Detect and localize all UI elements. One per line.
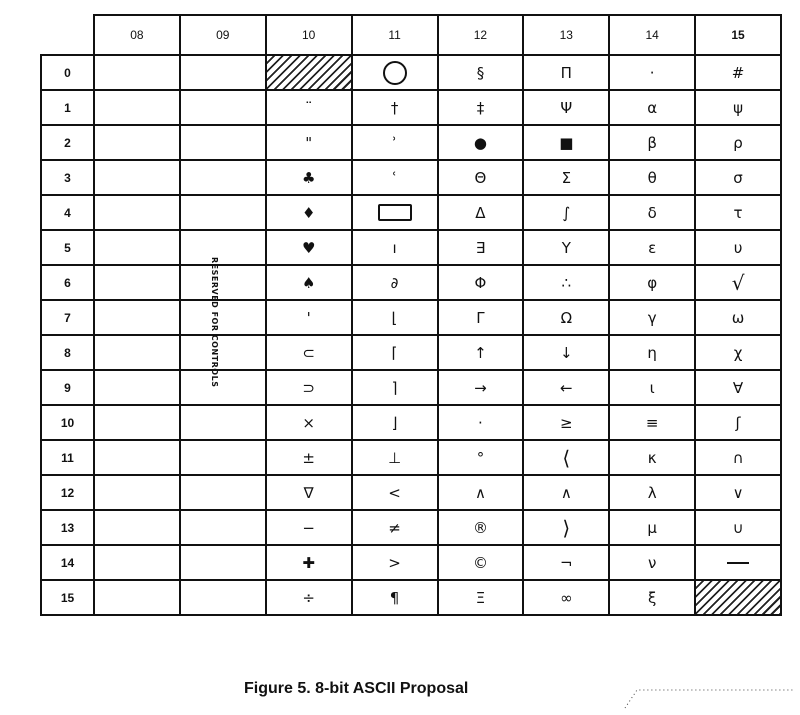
glyph: ← [560, 378, 573, 397]
code-cell-13-10 [523, 405, 609, 440]
row-header-8: 8 [41, 335, 94, 370]
glyph: Φ [474, 273, 487, 292]
glyph: ✚ [302, 553, 315, 572]
row-header-10: 10 [41, 405, 94, 440]
code-cell-08-6 [94, 265, 180, 300]
code-cell-09-1 [180, 90, 266, 125]
table-row [41, 300, 781, 335]
code-cell-08-1 [94, 90, 180, 125]
glyph: ≠ [388, 518, 401, 537]
glyph: ε [648, 238, 657, 257]
glyph: ν [647, 553, 657, 572]
glyph: ʃ [735, 413, 741, 432]
glyph: Π [560, 63, 572, 82]
glyph: # [731, 63, 745, 82]
row-header-15: 15 [41, 580, 94, 615]
code-cell-14-7 [609, 300, 695, 335]
glyph: † [390, 98, 399, 117]
glyph: ♠ [301, 273, 316, 292]
code-cell-09-4 [180, 195, 266, 230]
code-cell-14-5 [609, 230, 695, 265]
glyph: ∧ [474, 483, 486, 502]
glyph: ♦ [301, 203, 316, 222]
code-cell-09-14 [180, 545, 266, 580]
row-header-0: 0 [41, 55, 94, 90]
glyph: © [472, 553, 488, 572]
code-cell-12-12 [438, 475, 524, 510]
glyph: ± [302, 448, 315, 467]
row-header-1: 1 [41, 90, 94, 125]
code-cell-12-4 [438, 195, 524, 230]
code-cell-11-6 [352, 265, 438, 300]
code-cell-10-14 [266, 545, 352, 580]
glyph: μ [647, 518, 657, 537]
glyph: ∴ [561, 273, 572, 292]
glyph: ∀ [732, 378, 744, 397]
code-cell-15-6 [695, 265, 781, 300]
code-cell-14-6 [609, 265, 695, 300]
row-header-7: 7 [41, 300, 94, 335]
column-header-11: 11 [352, 15, 438, 55]
code-cell-14-13 [609, 510, 695, 545]
code-cell-09-9 [180, 370, 266, 405]
code-cell-08-7 [94, 300, 180, 335]
glyph: ÷ [302, 588, 315, 607]
glyph: ♣ [301, 168, 316, 187]
code-cell-09-6 [180, 265, 266, 300]
code-cell-11-13 [352, 510, 438, 545]
glyph: β [647, 133, 657, 152]
code-cell-11-11 [352, 440, 438, 475]
code-cell-13-15 [523, 580, 609, 615]
code-cell-13-9 [523, 370, 609, 405]
code-cell-10-2 [266, 125, 352, 160]
glyph: ω [731, 308, 745, 327]
code-cell-13-12 [523, 475, 609, 510]
code-cell-13-6 [523, 265, 609, 300]
code-cell-11-3 [352, 160, 438, 195]
table-row [41, 90, 781, 125]
table-row [41, 160, 781, 195]
code-cell-13-11 [523, 440, 609, 475]
code-cell-15-9 [695, 370, 781, 405]
code-cell-11-0 [352, 55, 438, 90]
code-cell-11-14 [352, 545, 438, 580]
table-row [41, 370, 781, 405]
code-cell-08-15 [94, 580, 180, 615]
code-cell-13-5 [523, 230, 609, 265]
table-row [41, 125, 781, 160]
code-cell-08-4 [94, 195, 180, 230]
table-row [41, 545, 781, 580]
code-cell-13-13 [523, 510, 609, 545]
code-cell-14-10 [609, 405, 695, 440]
code-cell-13-8 [523, 335, 609, 370]
glyph: ⌋ [391, 413, 398, 432]
code-cell-14-12 [609, 475, 695, 510]
code-cell-12-0 [438, 55, 524, 90]
code-cell-10-6 [266, 265, 352, 300]
glyph: ↑ [474, 343, 487, 362]
glyph: ι [649, 378, 655, 397]
column-header-14: 14 [609, 15, 695, 55]
code-cell-13-14 [523, 545, 609, 580]
code-cell-09-15 [180, 580, 266, 615]
column-header-15: 15 [695, 15, 781, 55]
glyph: ⌈ [391, 343, 398, 362]
code-cell-12-2 [438, 125, 524, 160]
row-header-14: 14 [41, 545, 94, 580]
glyph: − [302, 518, 315, 537]
code-cell-11-2 [352, 125, 438, 160]
code-cell-14-3 [609, 160, 695, 195]
row-header-12: 12 [41, 475, 94, 510]
glyph: ¨ [304, 98, 313, 117]
glyph: φ [647, 273, 658, 292]
code-cell-15-7 [695, 300, 781, 335]
code-cell-12-9 [438, 370, 524, 405]
code-cell-08-10 [94, 405, 180, 440]
glyph: × [302, 413, 315, 432]
glyph: ↓ [560, 343, 573, 362]
code-cell-15-0 [695, 55, 781, 90]
glyph: < [388, 483, 401, 502]
table-row [41, 510, 781, 545]
glyph: " [305, 133, 313, 152]
code-cell-08-9 [94, 370, 180, 405]
row-header-3: 3 [41, 160, 94, 195]
code-cell-09-3 [180, 160, 266, 195]
code-cell-12-11 [438, 440, 524, 475]
reserved-for-controls-label: RESERVED FOR CONTROLS [210, 257, 219, 388]
code-cell-08-2 [94, 125, 180, 160]
code-cell-09-8 [180, 335, 266, 370]
hatched-cell [266, 55, 352, 90]
glyph: Γ [476, 308, 485, 327]
glyph: ⟨ [562, 445, 571, 470]
code-cell-15-5 [695, 230, 781, 265]
glyph: > [388, 553, 401, 572]
glyph: Σ [561, 168, 572, 187]
hatched-cell [695, 580, 781, 615]
code-cell-08-11 [94, 440, 180, 475]
ascii-code-table [40, 14, 782, 616]
code-cell-10-12 [266, 475, 352, 510]
glyph: ∩ [732, 448, 744, 467]
glyph: Ω [560, 308, 573, 327]
code-cell-12-10 [438, 405, 524, 440]
row-header-11: 11 [41, 440, 94, 475]
code-cell-10-4 [266, 195, 352, 230]
glyph: ʾ [392, 133, 397, 152]
code-cell-10-7 [266, 300, 352, 335]
glyph: ¶ [389, 588, 400, 607]
code-cell-14-2 [609, 125, 695, 160]
glyph: Θ [474, 168, 487, 187]
glyph: ® [472, 518, 488, 537]
code-cell-10-13 [266, 510, 352, 545]
code-cell-12-14 [438, 545, 524, 580]
code-cell-10-9 [266, 370, 352, 405]
code-cell-15-14 [695, 545, 781, 580]
code-cell-15-12 [695, 475, 781, 510]
glyph: ⌊ [391, 308, 398, 327]
code-cell-08-8 [94, 335, 180, 370]
code-cell-10-5 [266, 230, 352, 265]
glyph: δ [647, 203, 657, 222]
code-cell-09-11 [180, 440, 266, 475]
code-cell-10-8 [266, 335, 352, 370]
glyph: ʿ [392, 168, 397, 187]
glyph: ∧ [560, 483, 572, 502]
code-cell-10-15 [266, 580, 352, 615]
code-cell-14-8 [609, 335, 695, 370]
glyph: σ [733, 168, 743, 187]
code-cell-08-0 [94, 55, 180, 90]
code-cell-11-5 [352, 230, 438, 265]
glyph: ♥ [301, 238, 316, 257]
glyph: ° [476, 448, 485, 467]
code-cell-15-3 [695, 160, 781, 195]
code-cell-11-12 [352, 475, 438, 510]
glyph: ≡ [645, 413, 659, 432]
code-cell-15-11 [695, 440, 781, 475]
glyph: ξ [648, 588, 657, 607]
table-row [41, 55, 781, 90]
code-cell-15-10 [695, 405, 781, 440]
glyph: ⊥ [388, 448, 402, 467]
table-row [41, 335, 781, 370]
code-cell-11-4 [352, 195, 438, 230]
code-cell-12-8 [438, 335, 524, 370]
code-cell-13-2 [523, 125, 609, 160]
code-cell-12-6 [438, 265, 524, 300]
code-cell-12-15 [438, 580, 524, 615]
column-header-08: 08 [94, 15, 180, 55]
column-header-row [41, 15, 781, 55]
glyph: η [647, 343, 657, 362]
row-header-13: 13 [41, 510, 94, 545]
glyph: Δ [475, 203, 486, 222]
glyph: ∞ [560, 588, 573, 607]
code-cell-08-12 [94, 475, 180, 510]
overbar-symbol [727, 562, 749, 564]
glyph: ● [473, 133, 487, 152]
glyph: ' [306, 308, 311, 327]
glyph: ı [392, 238, 397, 257]
column-header-09: 09 [180, 15, 266, 55]
code-cell-09-0 [180, 55, 266, 90]
column-header-12: 12 [438, 15, 524, 55]
glyph: λ [647, 483, 657, 502]
glyph: · [478, 413, 483, 432]
glyph: γ [647, 308, 657, 327]
code-cell-14-1 [609, 90, 695, 125]
column-header-13: 13 [523, 15, 609, 55]
glyph: χ [733, 343, 743, 362]
code-cell-08-5 [94, 230, 180, 265]
glyph: ‡ [476, 98, 485, 117]
code-cell-15-2 [695, 125, 781, 160]
code-cell-09-5 [180, 230, 266, 265]
code-cell-14-9 [609, 370, 695, 405]
code-cell-10-1 [266, 90, 352, 125]
glyph: ⟩ [562, 515, 571, 540]
glyph: Ξ [475, 588, 486, 607]
code-cell-14-15 [609, 580, 695, 615]
code-cell-11-15 [352, 580, 438, 615]
code-cell-08-14 [94, 545, 180, 580]
code-cell-08-13 [94, 510, 180, 545]
glyph: ≥ [560, 413, 573, 432]
glyph: → [474, 378, 487, 397]
row-header-2: 2 [41, 125, 94, 160]
glyph: ψ [733, 98, 744, 117]
glyph: ∫ [562, 203, 571, 222]
code-cell-08-3 [94, 160, 180, 195]
code-cell-13-4 [523, 195, 609, 230]
code-cell-09-2 [180, 125, 266, 160]
column-header-10: 10 [266, 15, 352, 55]
code-cell-09-10 [180, 405, 266, 440]
code-cell-12-13 [438, 510, 524, 545]
code-cell-15-1 [695, 90, 781, 125]
glyph: υ [733, 238, 743, 257]
code-cell-14-4 [609, 195, 695, 230]
glyph: α [647, 98, 658, 117]
glyph: ■ [559, 133, 574, 152]
table-row [41, 265, 781, 300]
figure-caption: Figure 5. 8-bit ASCII Proposal [244, 680, 469, 697]
table-corner [41, 15, 94, 55]
code-cell-11-1 [352, 90, 438, 125]
code-cell-11-10 [352, 405, 438, 440]
glyph: ⊃ [302, 378, 315, 397]
glyph: ∃ [475, 238, 486, 257]
code-cell-11-9 [352, 370, 438, 405]
table-row [41, 475, 781, 510]
code-cell-15-4 [695, 195, 781, 230]
code-cell-14-14 [609, 545, 695, 580]
code-cell-15-13 [695, 510, 781, 545]
row-header-5: 5 [41, 230, 94, 265]
glyph: ∪ [732, 518, 744, 537]
glyph: τ [733, 203, 743, 222]
glyph: ∨ [732, 483, 744, 502]
code-cell-10-11 [266, 440, 352, 475]
row-header-4: 4 [41, 195, 94, 230]
code-cell-13-3 [523, 160, 609, 195]
glyph: ⌉ [391, 378, 398, 397]
table-row [41, 230, 781, 265]
code-cell-09-12 [180, 475, 266, 510]
code-cell-12-1 [438, 90, 524, 125]
glyph: § [476, 63, 485, 82]
code-cell-12-5 [438, 230, 524, 265]
code-cell-12-3 [438, 160, 524, 195]
circle-symbol [383, 61, 407, 85]
code-cell-11-7 [352, 300, 438, 335]
table-row [41, 440, 781, 475]
code-cell-10-10 [266, 405, 352, 440]
glyph: ∂ [390, 273, 399, 292]
table-row [41, 195, 781, 230]
code-cell-14-11 [609, 440, 695, 475]
code-cell-09-13 [180, 510, 266, 545]
ascii-table-container [40, 14, 782, 616]
glyph: · [649, 63, 655, 82]
code-cell-13-7 [523, 300, 609, 335]
glyph: √ [731, 270, 745, 295]
code-cell-09-7 [180, 300, 266, 335]
rectangle-symbol [378, 204, 412, 221]
glyph: ρ [733, 133, 743, 152]
code-cell-11-8 [352, 335, 438, 370]
code-cell-14-0 [609, 55, 695, 90]
glyph: θ [647, 168, 657, 187]
code-cell-12-7 [438, 300, 524, 335]
glyph: ⊂ [302, 343, 315, 362]
glyph: Ψ [560, 98, 573, 117]
table-row [41, 580, 781, 615]
code-cell-15-8 [695, 335, 781, 370]
glyph: ¬ [560, 553, 573, 572]
code-cell-13-1 [523, 90, 609, 125]
table-row [41, 405, 781, 440]
code-cell-13-0 [523, 55, 609, 90]
row-header-6: 6 [41, 265, 94, 300]
glyph: ∇ [303, 483, 314, 502]
code-cell-10-3 [266, 160, 352, 195]
row-header-9: 9 [41, 370, 94, 405]
glyph: κ [647, 448, 657, 467]
glyph: Υ [561, 238, 571, 257]
dotted-leader-line [623, 686, 795, 710]
